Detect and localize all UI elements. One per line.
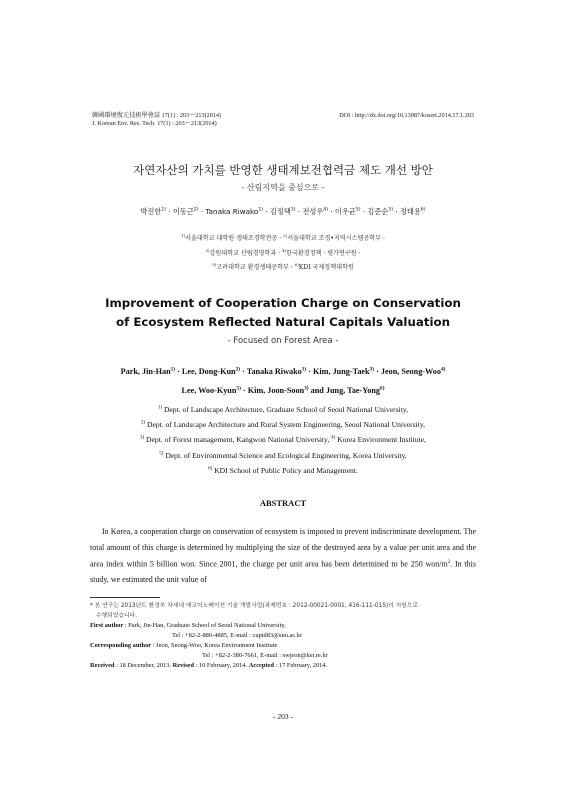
author-affil-marker: 4) xyxy=(323,207,329,213)
affil-marker: 5) xyxy=(212,261,217,267)
author-affil-marker: 2) xyxy=(193,207,199,213)
author-affil-marker: 6) xyxy=(420,207,426,213)
author-affil-marker: 6) xyxy=(380,385,385,392)
author-name: 전성우 xyxy=(302,207,324,216)
submission-dates xyxy=(90,661,486,671)
doi-link[interactable]: DOI : http://dx.doi.org/10.13087/kosert.2014.17.1.203 xyxy=(339,112,474,119)
corresponding-author-text: : Jeon, Seong-Woo, Korea Environment Institute xyxy=(151,642,278,649)
footnote-divider xyxy=(90,597,160,598)
author-affil-marker: 3) xyxy=(388,207,394,213)
affiliation-line xyxy=(0,247,566,262)
affil-text: 한국환경정책 · 평가연구원 · xyxy=(286,249,361,257)
revised-label: Revised xyxy=(172,662,194,669)
affil-marker: 1) xyxy=(181,232,186,238)
corresponding-author-label: Corresponding author xyxy=(90,642,152,649)
affiliation-line xyxy=(0,261,566,276)
affiliation-line xyxy=(0,448,566,463)
author-name: 정태용 xyxy=(399,207,421,216)
english-affiliations xyxy=(0,402,566,478)
affiliation-line xyxy=(0,232,566,247)
abstract-heading: ABSTRACT xyxy=(259,498,307,508)
korean-subtitle: - 산림지역을 중심으로 - xyxy=(241,183,325,192)
affil-text: Korea Environment Institute, xyxy=(337,435,426,445)
author-name: Tanaka Riwako xyxy=(205,207,259,216)
korean-affiliations xyxy=(0,232,566,276)
corresponding-author-info xyxy=(90,641,486,651)
received-label: Received xyxy=(90,662,115,669)
author-affil-marker: 1) xyxy=(170,366,176,373)
funding-note: * 본 연구는 2013년도 환경부 차세대 에코이노베이션 기술 개발사업(과제번호 : 2012-00021-0001, 416-111-015)의 지원으로 xyxy=(90,603,418,609)
corresponding-author-contact: Tel : +82-2-380-7661, E-mail : swjeon@kei.re.kr xyxy=(202,652,328,659)
abstract-body xyxy=(90,524,476,588)
author-name: Jung, Tae-Yong xyxy=(325,386,381,395)
author-name: 김정택 xyxy=(269,207,291,216)
affil-marker: 3) xyxy=(205,247,210,253)
journal-citation-korean: 韓國環境復元技術學會誌 17(1) : 203～213(2014) xyxy=(92,112,222,119)
affil-marker: 2) xyxy=(283,232,288,238)
affil-marker: 6) xyxy=(208,466,213,472)
author-line: Park, Jin-Han$^{1)}$ · Lee, Dong-Kun$^{2)}$ · Tanaka Riwako$^{1)}$ · Kim, Jung-Taek$^{3)}$ · Jeon, Seong-Woo$^{4)}$ xyxy=(120,366,446,376)
author-affil-marker: 5) xyxy=(236,385,241,392)
journal-citation xyxy=(92,112,221,128)
english-title xyxy=(0,294,566,332)
english-title-line: Improvement of Cooperation Charge on Conservation xyxy=(105,296,461,310)
author-affil-marker: 4) xyxy=(440,366,446,373)
affil-marker: 1) xyxy=(157,405,163,411)
author-name: Lee, Woo-Kyun xyxy=(181,386,237,395)
affil-text: Dept. of Landscape Architecture and Rural System Engineering, Seoul National University, xyxy=(146,420,426,430)
author-affil-marker: 3) xyxy=(369,366,375,373)
superscript: 2 xyxy=(447,560,451,566)
affil-marker: 6) xyxy=(294,261,299,267)
accepted-date: : 17 February, 2014. xyxy=(273,662,328,669)
accepted-label: Accepted xyxy=(248,662,274,669)
author-affil-marker: 1) xyxy=(258,207,264,213)
affiliation-line xyxy=(0,463,566,478)
first-author-text: : Park, Jin-Han, Graduate School of Seoul National University, xyxy=(123,622,286,629)
author-affil-marker: 1) xyxy=(161,207,167,213)
korean-authors: 박진한$^{1)}$ · 이동근$^{2)}$ · Tanaka Riwako$^{1)}$ · 김정택$^{3)}$ · 전성우$^{4)}$ · 이우균$^{5)}$ · 김준순$^{3)}$ · 정태용$^{6)}$ xyxy=(140,207,426,216)
english-title-line: of Ecosystem Reflected Natural Capitals Valuation xyxy=(116,315,450,329)
author-affil-marker: 3) xyxy=(304,385,309,392)
revised-date: : 10 February, 2014. xyxy=(193,662,249,669)
author-name: 이동근 xyxy=(172,207,194,216)
affil-text: Dept. of Environmental Science and Ecological Engineering, Korea University, xyxy=(165,450,407,460)
received-date: : 18 December, 2013. xyxy=(114,662,173,669)
author-line: Lee, Woo-Kyun$^{5)}$ · Kim, Joon-Soon$^{3)}$ and Jung, Tae-Yong$^{6)}$ xyxy=(181,385,385,395)
affil-marker: 4) xyxy=(282,247,287,253)
journal-citation-english: J. Korean Env. Res. Tech. 17(1) : 203～213(2014) xyxy=(92,120,217,127)
author-conjunction: and xyxy=(310,386,324,395)
author-name: Park, Jin-Han xyxy=(120,367,171,376)
author-affil-marker: 5) xyxy=(355,207,361,213)
affil-text: Dept. of Forest management, Kangwon National University, xyxy=(146,435,332,445)
author-affil-marker: 2) xyxy=(235,366,241,373)
abstract-text: . In this study, we estimated the unit value of xyxy=(90,559,476,585)
author-name: Jeon, Seong-Woo xyxy=(380,367,441,376)
affil-marker: 3) xyxy=(140,435,145,441)
korean-title: 자연자산의 가치를 반영한 생태계보전협력금 제도 개선 방안 xyxy=(133,163,433,177)
affil-text: 서울대학교 대학원 생태조경학전공 · xyxy=(185,235,284,242)
affil-text: 강원대학교 산림경영학과 · xyxy=(209,249,283,257)
author-name: Tanaka Riwako xyxy=(246,367,302,376)
affiliation-line xyxy=(0,402,566,417)
affil-text: Dept. of Landscape Architecture, Graduate School of Seoul National University, xyxy=(163,405,409,414)
english-subtitle: - Focused on Forest Area - xyxy=(227,336,339,346)
author-name: Lee, Dong-Kun xyxy=(181,367,236,376)
author-affil-marker: 3) xyxy=(290,207,296,213)
first-author-info xyxy=(90,621,486,631)
funding-note-continued: 수행되었습니다. xyxy=(96,613,138,619)
affil-text: KDI School of Public Policy and Management. xyxy=(214,465,358,475)
abstract-text: In Korea, a cooperation charge on conservation of ecosystem is imposed to prevent indiscriminate development. The total amount of this charge is determined by multiplying the size of the destroyed area by a value per unit area and the area index within 5 billion won. Since 2001, the charge per unit area has been determined to be 250 won/m xyxy=(90,527,476,569)
affil-marker: 5) xyxy=(159,451,164,457)
first-author-contact: Tel : +82-2-880-4885, E-mail : cupid83@snu.ac.kr xyxy=(172,632,303,639)
author-name: 이우균 xyxy=(334,207,356,216)
author-affil-marker: 1) xyxy=(301,366,307,373)
footnotes xyxy=(90,601,486,671)
affil-text: KDI 국제정책대학원 xyxy=(298,264,354,271)
page-number: - 203 - xyxy=(273,712,293,721)
first-author-label: First author xyxy=(90,622,124,629)
author-name: 박진한 xyxy=(140,207,162,216)
english-authors xyxy=(0,362,566,400)
affiliation-line xyxy=(0,417,566,432)
affil-marker: 4) xyxy=(331,435,336,441)
affiliation-line xyxy=(0,432,566,447)
author-name: Kim, Jung-Taek xyxy=(313,367,370,376)
author-name: 김준순 xyxy=(367,207,389,216)
author-name: Kim, Joon-Soon xyxy=(247,386,305,395)
affil-marker: 2) xyxy=(140,420,146,426)
affil-text: 서울대학교 조경•지역시스템공학부 · xyxy=(287,235,385,242)
affil-text: 고려대학교 환경생태공학부 · xyxy=(216,264,295,271)
